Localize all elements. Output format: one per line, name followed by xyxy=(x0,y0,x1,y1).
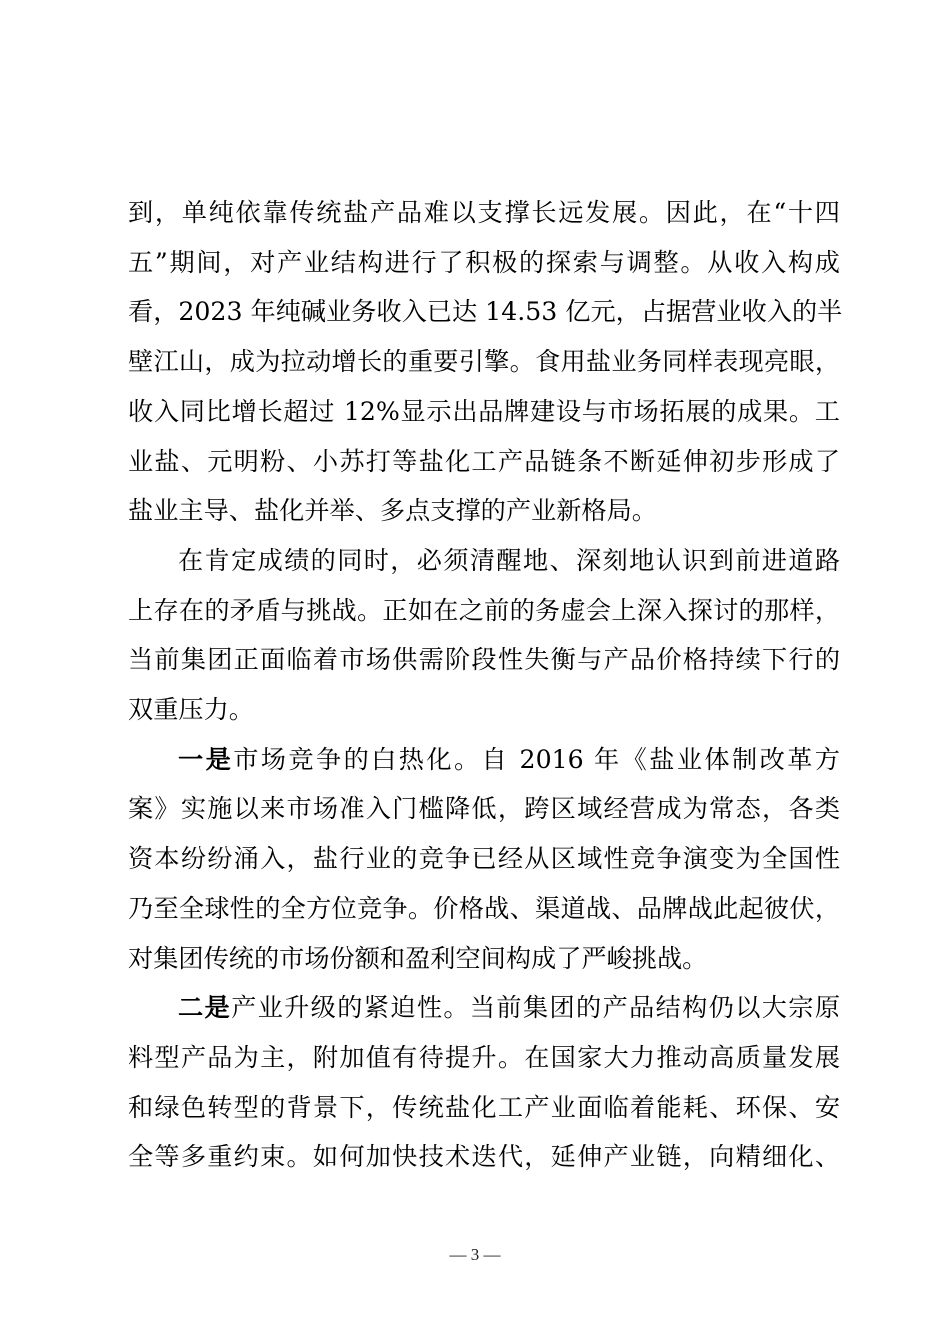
line-text: 到，单纯依靠传统盐产品难以支撑长远发展。因此，在“十四 xyxy=(128,198,840,227)
line-text: 壁江山，成为拉动增长的重要引擎。食用盐业务同样表现亮眼， xyxy=(128,347,840,377)
text-line xyxy=(128,392,840,432)
page-number: — 3 — xyxy=(449,1245,501,1264)
line-text: 上存在的矛盾与挑战。正如在之前的务虚会上深入探讨的那样， xyxy=(128,595,840,625)
text-line xyxy=(128,690,840,730)
text-line xyxy=(128,442,840,482)
line-text: 案》实施以来市场准入门槛降低，跨区域经营成为常态，各类 xyxy=(128,794,840,824)
line-text: 业盐、元明粉、小苏打等盐化工产品链条不断延伸初步形成了 xyxy=(128,446,840,476)
text-line xyxy=(128,342,840,382)
text-line xyxy=(128,789,840,829)
bold-lead: 二是 xyxy=(178,993,232,1023)
text-line xyxy=(128,640,840,680)
text-line xyxy=(128,243,840,283)
text-line xyxy=(128,193,840,233)
line-text: 看，2023 年纯碱业务收入已达 14.53 亿元，占据营业收入的半 xyxy=(128,297,843,327)
line-text: 料型产品为主，附加值有待提升。在国家大力推动高质量发展 xyxy=(128,1042,840,1072)
text-line xyxy=(178,740,840,780)
line-text: 资本纷纷涌入，盐行业的竞争已经从区域性竞争演变为全国性 xyxy=(128,844,840,874)
line-text: 收入同比增长超过 12%显示出品牌建设与市场拓展的成果。工 xyxy=(128,396,840,426)
line-text: 对集团传统的市场份额和盈利空间构成了严峻挑战。 xyxy=(128,943,708,973)
line-text: 市场竞争的白热化。自 2016 年《盐业体制改革方 xyxy=(233,744,840,774)
text-line xyxy=(178,988,840,1028)
text-line xyxy=(128,491,840,531)
line-text: 乃至全球性的全方位竞争。价格战、渠道战、品牌战此起彼伏， xyxy=(128,893,840,923)
line-text: 和绿色转型的背景下，传统盐化工产业面临着能耗、环保、安 xyxy=(128,1092,840,1122)
line-text: 盐业主导、盐化并举、多点支撑的产业新格局。 xyxy=(128,496,657,526)
bold-lead: 一是 xyxy=(178,744,234,774)
line-text: 当前集团正面临着市场供需阶段性失衡与产品价格持续下行的 xyxy=(128,645,840,675)
text-line xyxy=(128,1137,840,1177)
text-line xyxy=(178,541,840,581)
text-line xyxy=(128,939,840,979)
text-line xyxy=(128,889,840,929)
line-text: 双重压力。 xyxy=(128,695,254,724)
text-line xyxy=(128,1038,840,1078)
text-line xyxy=(128,292,843,332)
text-line xyxy=(128,591,840,631)
line-text: 五”期间，对产业结构进行了积极的探索与调整。从收入构成 xyxy=(128,247,840,277)
line-text: 全等多重约束。如何加快技术迭代，延伸产业链，向精细化、 xyxy=(128,1142,840,1172)
line-text: 在肯定成绩的同时，必须清醒地、深刻地认识到前进道路 xyxy=(178,545,840,575)
text-line xyxy=(128,1088,840,1128)
text-line xyxy=(128,839,840,879)
line-text: 产业升级的紧迫性。当前集团的产品结构仍以大宗原 xyxy=(231,993,841,1023)
